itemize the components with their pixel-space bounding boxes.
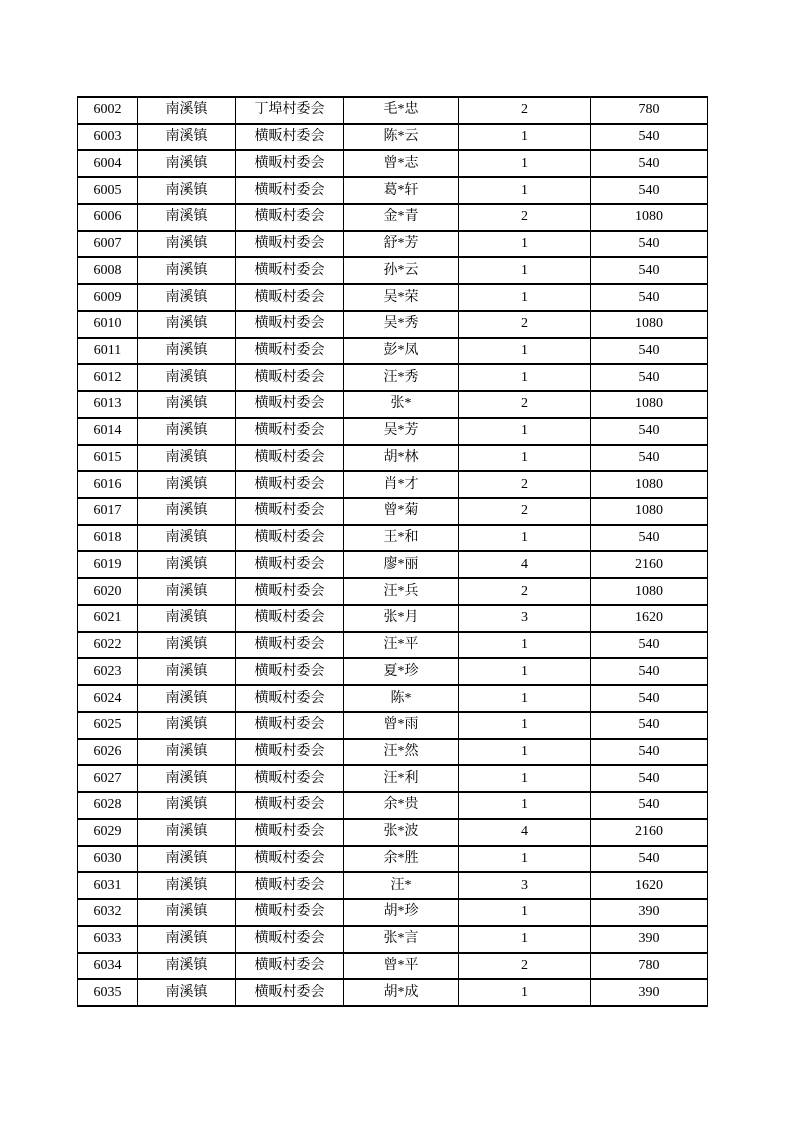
cell-amount: 390 (591, 899, 708, 926)
cell-village-committee: 横畈村委会 (236, 471, 344, 498)
cell-person-count: 1 (459, 846, 591, 873)
cell-person-count: 2 (459, 311, 591, 338)
cell-village-committee: 横畈村委会 (236, 953, 344, 980)
cell-village-committee: 横畈村委会 (236, 364, 344, 391)
cell-person-count: 1 (459, 231, 591, 258)
cell-name: 廖*丽 (344, 551, 459, 578)
cell-town: 南溪镇 (138, 846, 236, 873)
cell-town: 南溪镇 (138, 632, 236, 659)
cell-person-count: 2 (459, 498, 591, 525)
cell-record-id: 6035 (78, 979, 138, 1006)
cell-name: 汪*然 (344, 739, 459, 766)
cell-amount: 1620 (591, 872, 708, 899)
cell-town: 南溪镇 (138, 471, 236, 498)
cell-record-id: 6015 (78, 445, 138, 472)
cell-name: 彭*凤 (344, 338, 459, 365)
cell-village-committee: 横畈村委会 (236, 445, 344, 472)
table-row (78, 979, 708, 1006)
cell-town: 南溪镇 (138, 551, 236, 578)
cell-village-committee: 横畈村委会 (236, 124, 344, 151)
cell-town: 南溪镇 (138, 792, 236, 819)
cell-person-count: 1 (459, 364, 591, 391)
table-body (78, 97, 708, 1006)
cell-town: 南溪镇 (138, 284, 236, 311)
cell-name: 夏*珍 (344, 658, 459, 685)
cell-name: 曾*菊 (344, 498, 459, 525)
table-row (78, 284, 708, 311)
cell-record-id: 6029 (78, 819, 138, 846)
cell-town: 南溪镇 (138, 926, 236, 953)
cell-record-id: 6008 (78, 257, 138, 284)
cell-town: 南溪镇 (138, 498, 236, 525)
cell-village-committee: 横畈村委会 (236, 150, 344, 177)
cell-person-count: 1 (459, 150, 591, 177)
cell-person-count: 1 (459, 257, 591, 284)
cell-village-committee: 横畈村委会 (236, 899, 344, 926)
cell-town: 南溪镇 (138, 872, 236, 899)
cell-town: 南溪镇 (138, 311, 236, 338)
cell-village-committee: 横畈村委会 (236, 338, 344, 365)
cell-village-committee: 横畈村委会 (236, 551, 344, 578)
cell-person-count: 2 (459, 97, 591, 124)
cell-amount: 1080 (591, 471, 708, 498)
cell-village-committee: 横畈村委会 (236, 632, 344, 659)
cell-record-id: 6024 (78, 685, 138, 712)
cell-record-id: 6004 (78, 150, 138, 177)
cell-amount: 540 (591, 739, 708, 766)
cell-amount: 540 (591, 685, 708, 712)
table-row (78, 124, 708, 151)
table-row (78, 338, 708, 365)
table-row (78, 204, 708, 231)
cell-amount: 540 (591, 177, 708, 204)
cell-person-count: 1 (459, 284, 591, 311)
cell-name: 张* (344, 391, 459, 418)
cell-person-count: 1 (459, 739, 591, 766)
cell-person-count: 4 (459, 819, 591, 846)
cell-village-committee: 横畈村委会 (236, 257, 344, 284)
cell-name: 葛*轩 (344, 177, 459, 204)
cell-name: 张*言 (344, 926, 459, 953)
table-row (78, 364, 708, 391)
cell-amount: 1080 (591, 498, 708, 525)
cell-amount: 540 (591, 632, 708, 659)
cell-town: 南溪镇 (138, 124, 236, 151)
cell-village-committee: 横畈村委会 (236, 231, 344, 258)
cell-amount: 540 (591, 150, 708, 177)
cell-name: 曾*平 (344, 953, 459, 980)
cell-amount: 540 (591, 124, 708, 151)
cell-town: 南溪镇 (138, 525, 236, 552)
cell-town: 南溪镇 (138, 257, 236, 284)
cell-village-committee: 横畈村委会 (236, 739, 344, 766)
cell-amount: 540 (591, 284, 708, 311)
cell-record-id: 6021 (78, 605, 138, 632)
table-row (78, 97, 708, 124)
table-row (78, 872, 708, 899)
cell-village-committee: 横畈村委会 (236, 658, 344, 685)
cell-town: 南溪镇 (138, 953, 236, 980)
cell-person-count: 1 (459, 685, 591, 712)
cell-person-count: 2 (459, 953, 591, 980)
cell-record-id: 6009 (78, 284, 138, 311)
cell-village-committee: 横畈村委会 (236, 926, 344, 953)
cell-person-count: 1 (459, 979, 591, 1006)
cell-village-committee: 横畈村委会 (236, 578, 344, 605)
cell-town: 南溪镇 (138, 150, 236, 177)
table-row (78, 150, 708, 177)
cell-name: 金*青 (344, 204, 459, 231)
cell-record-id: 6007 (78, 231, 138, 258)
table-row (78, 498, 708, 525)
cell-amount: 540 (591, 765, 708, 792)
cell-record-id: 6025 (78, 712, 138, 739)
table-row (78, 953, 708, 980)
table-row (78, 445, 708, 472)
cell-record-id: 6019 (78, 551, 138, 578)
cell-record-id: 6028 (78, 792, 138, 819)
cell-person-count: 2 (459, 204, 591, 231)
cell-amount: 2160 (591, 551, 708, 578)
cell-person-count: 1 (459, 926, 591, 953)
cell-amount: 1620 (591, 605, 708, 632)
cell-name: 张*波 (344, 819, 459, 846)
table-row (78, 257, 708, 284)
table-row (78, 418, 708, 445)
cell-person-count: 3 (459, 872, 591, 899)
cell-name: 吴*秀 (344, 311, 459, 338)
cell-amount: 540 (591, 338, 708, 365)
table-row (78, 926, 708, 953)
table-row (78, 391, 708, 418)
table-row (78, 578, 708, 605)
cell-village-committee: 横畈村委会 (236, 872, 344, 899)
cell-record-id: 6010 (78, 311, 138, 338)
cell-record-id: 6016 (78, 471, 138, 498)
cell-amount: 540 (591, 792, 708, 819)
cell-record-id: 6032 (78, 899, 138, 926)
table-row (78, 899, 708, 926)
cell-name: 汪*秀 (344, 364, 459, 391)
cell-town: 南溪镇 (138, 739, 236, 766)
cell-amount: 540 (591, 257, 708, 284)
cell-name: 王*和 (344, 525, 459, 552)
table-row (78, 231, 708, 258)
cell-town: 南溪镇 (138, 899, 236, 926)
table-row (78, 658, 708, 685)
cell-person-count: 1 (459, 418, 591, 445)
cell-village-committee: 横畈村委会 (236, 792, 344, 819)
cell-person-count: 1 (459, 445, 591, 472)
cell-name: 汪*利 (344, 765, 459, 792)
cell-name: 舒*芳 (344, 231, 459, 258)
cell-name: 曾*雨 (344, 712, 459, 739)
cell-village-committee: 横畈村委会 (236, 979, 344, 1006)
cell-name: 胡*成 (344, 979, 459, 1006)
cell-town: 南溪镇 (138, 204, 236, 231)
table-row (78, 177, 708, 204)
cell-person-count: 1 (459, 712, 591, 739)
cell-person-count: 1 (459, 899, 591, 926)
table-row (78, 792, 708, 819)
table-row (78, 525, 708, 552)
cell-village-committee: 横畈村委会 (236, 177, 344, 204)
cell-amount: 390 (591, 979, 708, 1006)
cell-record-id: 6031 (78, 872, 138, 899)
cell-amount: 540 (591, 364, 708, 391)
cell-person-count: 1 (459, 632, 591, 659)
table-row (78, 765, 708, 792)
cell-village-committee: 横畈村委会 (236, 204, 344, 231)
table-row (78, 739, 708, 766)
cell-person-count: 4 (459, 551, 591, 578)
cell-town: 南溪镇 (138, 605, 236, 632)
cell-town: 南溪镇 (138, 177, 236, 204)
cell-name: 余*胜 (344, 846, 459, 873)
cell-amount: 540 (591, 658, 708, 685)
cell-amount: 1080 (591, 391, 708, 418)
cell-name: 毛*忠 (344, 97, 459, 124)
table-row (78, 712, 708, 739)
cell-name: 陈* (344, 685, 459, 712)
cell-record-id: 6030 (78, 846, 138, 873)
cell-town: 南溪镇 (138, 97, 236, 124)
cell-town: 南溪镇 (138, 765, 236, 792)
cell-amount: 780 (591, 953, 708, 980)
cell-name: 肖*才 (344, 471, 459, 498)
subsidy-records-table (77, 96, 708, 1007)
cell-village-committee: 横畈村委会 (236, 498, 344, 525)
table-row (78, 632, 708, 659)
cell-record-id: 6022 (78, 632, 138, 659)
cell-town: 南溪镇 (138, 391, 236, 418)
cell-record-id: 6002 (78, 97, 138, 124)
cell-record-id: 6003 (78, 124, 138, 151)
cell-person-count: 2 (459, 471, 591, 498)
cell-amount: 1080 (591, 204, 708, 231)
cell-town: 南溪镇 (138, 819, 236, 846)
cell-amount: 540 (591, 712, 708, 739)
cell-person-count: 2 (459, 578, 591, 605)
cell-village-committee: 横畈村委会 (236, 605, 344, 632)
cell-amount: 2160 (591, 819, 708, 846)
cell-town: 南溪镇 (138, 685, 236, 712)
table-row (78, 551, 708, 578)
cell-name: 汪*平 (344, 632, 459, 659)
cell-village-committee: 横畈村委会 (236, 819, 344, 846)
cell-amount: 1080 (591, 578, 708, 605)
cell-town: 南溪镇 (138, 578, 236, 605)
cell-person-count: 1 (459, 338, 591, 365)
cell-person-count: 1 (459, 792, 591, 819)
table-row (78, 605, 708, 632)
cell-name: 张*月 (344, 605, 459, 632)
cell-town: 南溪镇 (138, 418, 236, 445)
cell-name: 孙*云 (344, 257, 459, 284)
cell-village-committee: 横畈村委会 (236, 418, 344, 445)
table-row (78, 846, 708, 873)
cell-name: 胡*林 (344, 445, 459, 472)
cell-name: 吴*荣 (344, 284, 459, 311)
cell-amount: 540 (591, 231, 708, 258)
cell-person-count: 1 (459, 658, 591, 685)
cell-record-id: 6020 (78, 578, 138, 605)
cell-village-committee: 横畈村委会 (236, 525, 344, 552)
cell-record-id: 6012 (78, 364, 138, 391)
cell-person-count: 2 (459, 391, 591, 418)
cell-village-committee: 横畈村委会 (236, 846, 344, 873)
cell-record-id: 6013 (78, 391, 138, 418)
cell-record-id: 6018 (78, 525, 138, 552)
cell-record-id: 6034 (78, 953, 138, 980)
cell-record-id: 6033 (78, 926, 138, 953)
cell-record-id: 6011 (78, 338, 138, 365)
cell-amount: 1080 (591, 311, 708, 338)
cell-record-id: 6014 (78, 418, 138, 445)
cell-record-id: 6026 (78, 739, 138, 766)
cell-person-count: 1 (459, 177, 591, 204)
cell-record-id: 6023 (78, 658, 138, 685)
cell-name: 余*贵 (344, 792, 459, 819)
cell-record-id: 6017 (78, 498, 138, 525)
cell-village-committee: 横畈村委会 (236, 391, 344, 418)
cell-name: 曾*志 (344, 150, 459, 177)
cell-person-count: 3 (459, 605, 591, 632)
cell-amount: 390 (591, 926, 708, 953)
cell-person-count: 1 (459, 765, 591, 792)
cell-person-count: 1 (459, 124, 591, 151)
cell-village-committee: 横畈村委会 (236, 284, 344, 311)
table-row (78, 685, 708, 712)
cell-village-committee: 横畈村委会 (236, 712, 344, 739)
cell-amount: 540 (591, 445, 708, 472)
cell-amount: 540 (591, 846, 708, 873)
cell-village-committee: 横畈村委会 (236, 765, 344, 792)
cell-amount: 540 (591, 418, 708, 445)
cell-record-id: 6027 (78, 765, 138, 792)
table-row (78, 311, 708, 338)
cell-town: 南溪镇 (138, 658, 236, 685)
cell-name: 陈*云 (344, 124, 459, 151)
cell-amount: 540 (591, 525, 708, 552)
cell-village-committee: 横畈村委会 (236, 685, 344, 712)
cell-record-id: 6006 (78, 204, 138, 231)
cell-person-count: 1 (459, 525, 591, 552)
cell-name: 汪*兵 (344, 578, 459, 605)
cell-town: 南溪镇 (138, 338, 236, 365)
cell-village-committee: 丁埠村委会 (236, 97, 344, 124)
cell-town: 南溪镇 (138, 445, 236, 472)
cell-town: 南溪镇 (138, 231, 236, 258)
cell-village-committee: 横畈村委会 (236, 311, 344, 338)
table-row (78, 471, 708, 498)
cell-record-id: 6005 (78, 177, 138, 204)
cell-name: 吴*芳 (344, 418, 459, 445)
table-row (78, 819, 708, 846)
cell-amount: 780 (591, 97, 708, 124)
cell-town: 南溪镇 (138, 979, 236, 1006)
cell-name: 胡*珍 (344, 899, 459, 926)
cell-name: 汪* (344, 872, 459, 899)
cell-town: 南溪镇 (138, 712, 236, 739)
cell-town: 南溪镇 (138, 364, 236, 391)
